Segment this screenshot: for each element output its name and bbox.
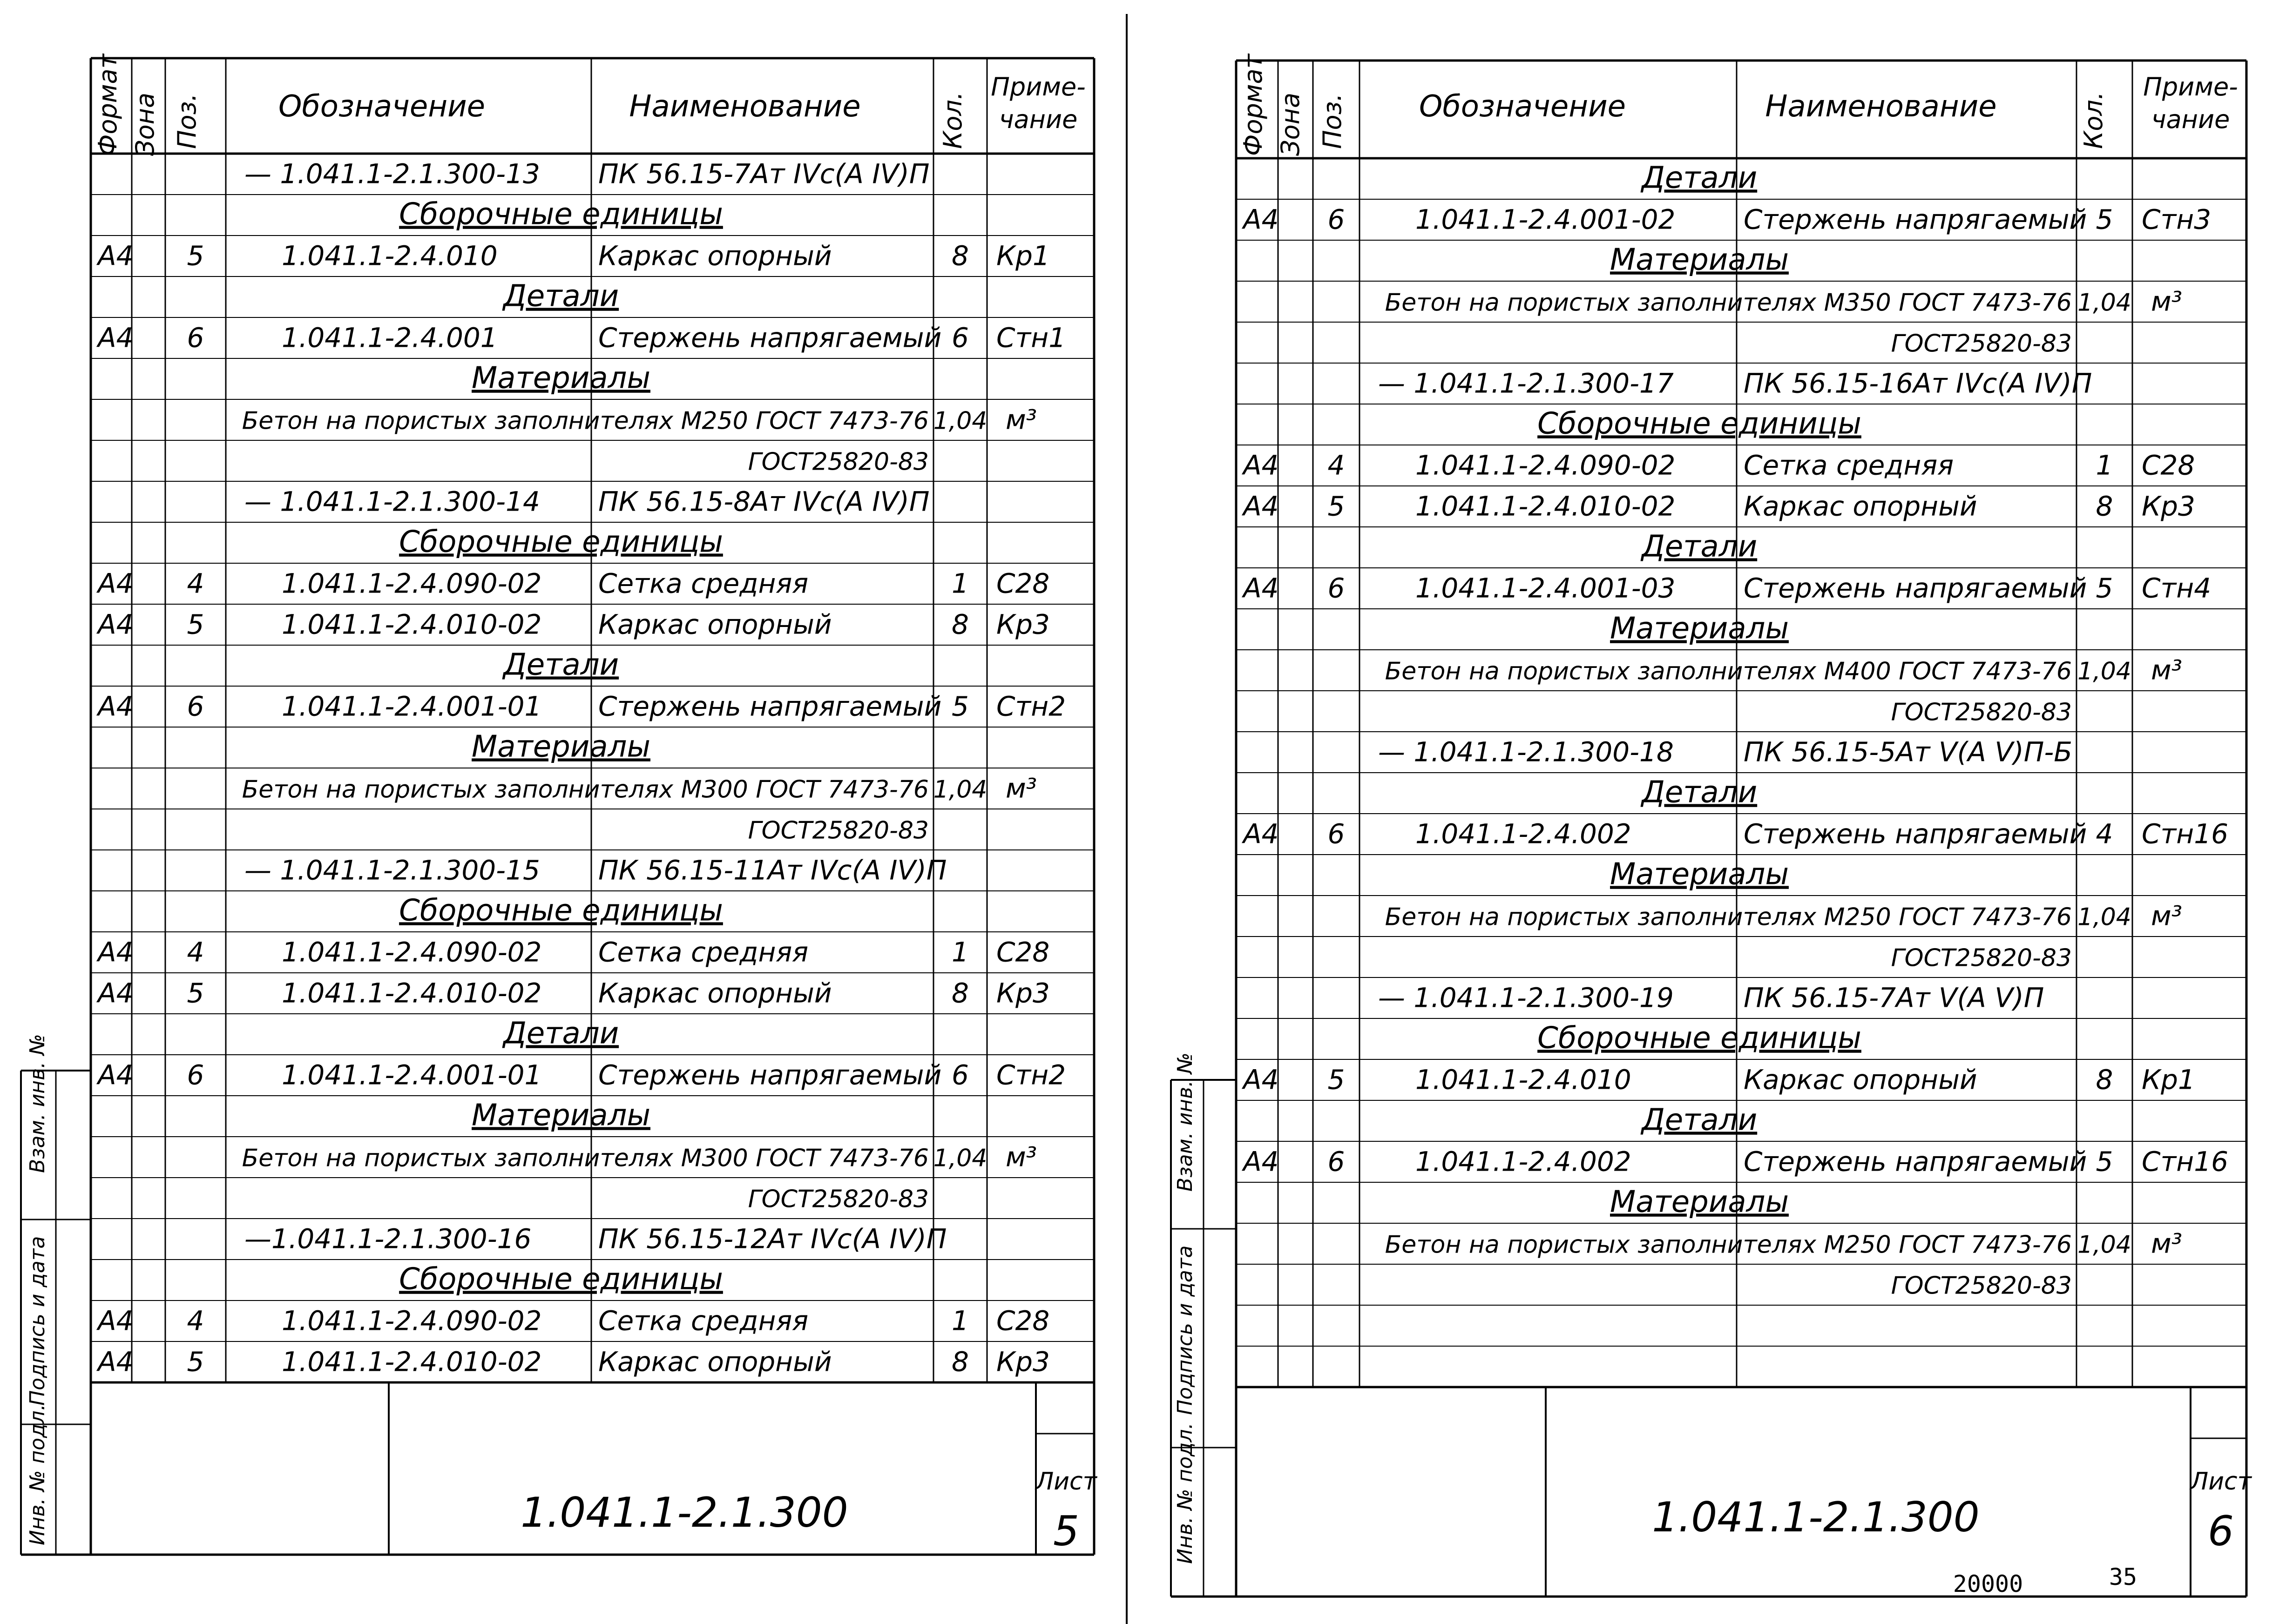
note-cell: м³ [1006, 404, 1037, 436]
material-standard-cell: ГОСТ25820-83 [1891, 944, 2072, 972]
material-cell: Бетон на пористых заполнителях М300 ГОСТ 7473-76 [242, 1144, 929, 1173]
note-cell: С28 [996, 936, 1050, 968]
quantity-cell: 6 [952, 1059, 969, 1091]
name-cell: Каркас опорный [1744, 1064, 1977, 1096]
section-heading: Материалы [472, 1098, 650, 1133]
note-cell: Стн2 [996, 1059, 1066, 1091]
designation-cell: 1.041.1-2.4.001-02 [1415, 203, 1676, 236]
note-cell: Стн3 [2142, 203, 2212, 236]
section-heading: Детали [503, 1016, 619, 1051]
quantity-cell: 1 [2096, 449, 2113, 481]
section-heading: Материалы [1610, 611, 1789, 646]
format-cell: А4 [98, 1059, 134, 1091]
note-cell: Кр1 [996, 240, 1050, 272]
section-heading: Детали [503, 647, 619, 682]
designation-cell: — 1.041.1-2.1.300-15 [244, 854, 540, 886]
name-cell: Стержень напрягаемый [1744, 572, 2087, 604]
note-cell: С28 [996, 567, 1050, 600]
right-sheet-label: Лист [2190, 1468, 2252, 1496]
right-header-designation: Обозначение [1419, 89, 1626, 124]
right-header-note-2: чание [2151, 105, 2230, 134]
designation-cell: 1.041.1-2.4.010 [1415, 1064, 1631, 1096]
name-cell: Каркас опорный [1744, 490, 1977, 522]
name-cell: Стержень напрягаемый [1744, 1146, 2087, 1178]
designation-cell: 1.041.1-2.4.090-02 [282, 1305, 542, 1337]
designation-cell: 1.041.1-2.4.010-02 [1415, 490, 1676, 522]
name-cell: ПК 56.15-7Ат V(А V)П [1744, 982, 2044, 1014]
left-header-note: Приме- [991, 72, 1086, 101]
quantity-cell: 1,04 [933, 407, 987, 435]
left-sheet-number: 5 [1053, 1507, 1079, 1555]
position-cell: 4 [187, 567, 204, 600]
section-heading: Сборочные единицы [399, 197, 723, 232]
left-header-designation: Обозначение [278, 89, 486, 124]
left-header-format: Формат [93, 54, 122, 156]
section-heading: Сборочные единицы [1537, 406, 1861, 441]
left-header-pos: Поз. [172, 93, 202, 149]
section-heading: Материалы [1610, 1185, 1789, 1220]
format-cell: А4 [1243, 203, 1279, 236]
quantity-cell: 1,04 [933, 1144, 987, 1173]
position-cell: 5 [1327, 490, 1345, 522]
name-cell: Каркас опорный [598, 1346, 832, 1378]
right-header-note: Приме- [2143, 72, 2238, 101]
left-header-qty: Кол. [938, 91, 967, 149]
material-cell: Бетон на пористых заполнителях М400 ГОСТ 7473-76 [1385, 657, 2072, 686]
quantity-cell: 1,04 [2077, 1231, 2131, 1259]
designation-cell: 1.041.1-2.4.090-02 [282, 936, 542, 968]
name-cell: ПК 56.15-5Ат V(А V)П-Б [1744, 736, 2073, 768]
designation-cell: — 1.041.1-2.1.300-17 [1378, 367, 1674, 399]
section-heading: Материалы [1610, 243, 1789, 277]
left-doc-code: 1.041.1-2.1.300 [521, 1489, 848, 1536]
format-cell: А4 [98, 936, 134, 968]
right-stamp-podpis: Подпись и дата [1173, 1245, 1197, 1415]
note-cell: Кр3 [996, 1346, 1050, 1378]
designation-cell: 1.041.1-2.4.010-02 [282, 977, 542, 1009]
quantity-cell: 8 [952, 240, 969, 272]
name-cell: Сетка средняя [598, 936, 809, 968]
format-cell: А4 [98, 1346, 134, 1378]
format-cell: А4 [98, 1305, 134, 1337]
quantity-cell: 5 [2096, 1146, 2113, 1178]
designation-cell: 1.041.1-2.4.002 [1415, 818, 1631, 850]
designation-cell: 1.041.1-2.4.001-01 [282, 1059, 542, 1091]
right-stamp-vzam: Взам. инв. № [1173, 1052, 1197, 1192]
section-heading: Детали [1641, 1103, 1758, 1138]
quantity-cell: 8 [952, 608, 969, 640]
name-cell: ПК 56.15-12Ат IVс(А IV)П [598, 1223, 947, 1255]
section-heading: Материалы [472, 729, 650, 764]
position-cell: 6 [187, 322, 204, 354]
section-heading: Сборочные единицы [1537, 1021, 1861, 1056]
name-cell: Каркас опорный [598, 608, 832, 640]
name-cell: Стержень напрягаемый [598, 322, 942, 354]
right-header-format: Формат [1238, 54, 1268, 156]
name-cell: Стержень напрягаемый [598, 1059, 942, 1091]
position-cell: 5 [187, 977, 204, 1009]
name-cell: ПК 56.15-16Ат IVс(А IV)П [1744, 367, 2092, 399]
designation-cell: — 1.041.1-2.1.300-18 [1378, 736, 1674, 768]
format-cell: А4 [98, 240, 134, 272]
material-cell: Бетон на пористых заполнителях М300 ГОСТ 7473-76 [242, 775, 929, 804]
right-header-qty: Кол. [2079, 91, 2108, 149]
quantity-cell: 5 [2096, 572, 2113, 604]
right-stamp-inv: Инв. № подл. [1173, 1422, 1197, 1564]
name-cell: ПК 56.15-7Ат IVс(А IV)П [598, 158, 930, 190]
section-heading: Детали [1641, 775, 1758, 810]
section-heading: Материалы [472, 361, 650, 396]
name-cell: Сетка средняя [598, 1305, 809, 1337]
material-standard-cell: ГОСТ25820-83 [1891, 330, 2072, 358]
designation-cell: 1.041.1-2.4.001 [282, 322, 498, 354]
note-cell: м³ [2151, 285, 2183, 317]
note-cell: Кр1 [2142, 1064, 2195, 1096]
position-cell: 5 [187, 608, 204, 640]
quantity-cell: 1,04 [2077, 903, 2131, 931]
material-cell: Бетон на пористых заполнителях М250 ГОСТ 7473-76 [242, 407, 929, 435]
position-cell: 6 [187, 1059, 204, 1091]
position-cell: 6 [1327, 572, 1345, 604]
section-heading: Сборочные единицы [399, 525, 723, 559]
name-cell: Сетка средняя [1744, 449, 1954, 481]
quantity-cell: 8 [952, 1346, 969, 1378]
note-cell: Стн4 [2142, 572, 2212, 604]
format-cell: А4 [98, 690, 134, 722]
designation-cell: 1.041.1-2.4.010-02 [282, 608, 542, 640]
quantity-cell: 1,04 [2077, 289, 2131, 317]
material-cell: Бетон на пористых заполнителях М250 ГОСТ 7473-76 [1385, 1231, 2072, 1259]
format-cell: А4 [98, 977, 134, 1009]
left-stamp-podpis: Подпись и дата [26, 1236, 49, 1406]
note-cell: Стн2 [996, 690, 1066, 722]
note-cell: Кр3 [2142, 490, 2195, 522]
quantity-cell: 8 [2096, 1064, 2113, 1096]
material-standard-cell: ГОСТ25820-83 [748, 448, 929, 476]
right-doc-code: 1.041.1-2.1.300 [1652, 1493, 1980, 1541]
designation-cell: 1.041.1-2.4.090-02 [282, 567, 542, 600]
section-heading: Детали [503, 279, 619, 314]
quantity-cell: 1,04 [933, 775, 987, 804]
format-cell: А4 [1243, 1064, 1279, 1096]
material-standard-cell: ГОСТ25820-83 [1891, 1272, 2072, 1300]
name-cell: Стержень напрягаемый [1744, 818, 2087, 850]
format-cell: А4 [1243, 449, 1279, 481]
position-cell: 5 [187, 1346, 204, 1378]
position-cell: 6 [187, 690, 204, 722]
note-cell: м³ [1006, 1141, 1037, 1173]
right-header-pos: Поз. [1318, 93, 1347, 149]
designation-cell: 1.041.1-2.4.002 [1415, 1146, 1631, 1178]
note-cell: м³ [2151, 654, 2183, 686]
page-number: 35 [2109, 1563, 2137, 1590]
note-cell: м³ [2151, 1227, 2183, 1260]
position-cell: 4 [1327, 449, 1345, 481]
format-cell: А4 [1243, 1146, 1279, 1178]
section-heading: Материалы [1610, 857, 1789, 892]
right-sheet-number: 6 [2208, 1507, 2234, 1555]
name-cell: Стержень напрягаемый [598, 690, 942, 722]
material-cell: Бетон на пористых заполнителях М250 ГОСТ 7473-76 [1385, 903, 2072, 931]
name-cell: Стержень напрягаемый [1744, 203, 2087, 236]
format-cell: А4 [1243, 490, 1279, 522]
format-cell: А4 [98, 608, 134, 640]
designation-cell: —1.041.1-2.1.300-16 [244, 1223, 532, 1255]
note-cell: Стн16 [2142, 818, 2229, 850]
quantity-cell: 1 [952, 936, 969, 968]
note-cell: Стн1 [996, 322, 1066, 354]
designation-cell: 1.041.1-2.4.090-02 [1415, 449, 1676, 481]
left-stamp-vzam: Взам. инв. № [26, 1034, 49, 1173]
name-cell: Каркас опорный [598, 240, 832, 272]
quantity-cell: 1,04 [2077, 657, 2131, 686]
note-cell: С28 [2142, 449, 2195, 481]
material-standard-cell: ГОСТ25820-83 [748, 1185, 929, 1213]
quantity-cell: 5 [952, 690, 969, 722]
format-cell: А4 [1243, 572, 1279, 604]
material-cell: Бетон на пористых заполнителях М350 ГОСТ 7473-76 [1385, 289, 2072, 317]
right-header-name: Наименование [1765, 89, 1997, 124]
quantity-cell: 1 [952, 1305, 969, 1337]
designation-cell: 1.041.1-2.4.001-03 [1415, 572, 1676, 604]
note-cell: Кр3 [996, 608, 1050, 640]
material-standard-cell: ГОСТ25820-83 [1891, 698, 2072, 727]
section-heading: Детали [1641, 161, 1758, 195]
format-cell: А4 [1243, 818, 1279, 850]
quantity-cell: 8 [952, 977, 969, 1009]
left-header-note-2: чание [999, 105, 1078, 134]
left-stamp-inv: Инв. № подл. [26, 1404, 49, 1545]
position-cell: 5 [187, 240, 204, 272]
designation-cell: 1.041.1-2.4.010 [282, 240, 498, 272]
right-header-zone: Зона [1276, 92, 1305, 156]
left-header-zone: Зона [130, 92, 160, 156]
section-heading: Сборочные единицы [399, 893, 723, 928]
position-cell: 4 [187, 936, 204, 968]
archive-number: 20000 [1953, 1570, 2023, 1597]
position-cell: 5 [1327, 1064, 1345, 1096]
material-standard-cell: ГОСТ25820-83 [748, 816, 929, 845]
quantity-cell: 5 [2096, 203, 2113, 236]
name-cell: ПК 56.15-11Ат IVс(А IV)П [598, 854, 947, 886]
designation-cell: 1.041.1-2.4.010-02 [282, 1346, 542, 1378]
left-sheet [26, 53, 1098, 1555]
format-cell: А4 [98, 567, 134, 600]
position-cell: 6 [1327, 818, 1345, 850]
name-cell: Каркас опорный [598, 977, 832, 1009]
note-cell: Кр3 [996, 977, 1050, 1009]
section-heading: Детали [1641, 529, 1758, 564]
designation-cell: 1.041.1-2.4.001-01 [282, 690, 542, 722]
section-heading: Сборочные единицы [399, 1262, 723, 1297]
position-cell: 6 [1327, 1146, 1345, 1178]
position-cell: 4 [187, 1305, 204, 1337]
note-cell: Стн16 [2142, 1146, 2229, 1178]
name-cell: Сетка средняя [598, 567, 809, 600]
quantity-cell: 4 [2096, 818, 2113, 850]
position-cell: 6 [1327, 203, 1345, 236]
name-cell: ПК 56.15-8Ат IVс(А IV)П [598, 485, 930, 518]
quantity-cell: 6 [952, 322, 969, 354]
left-sheet-label: Лист [1035, 1468, 1097, 1496]
designation-cell: — 1.041.1-2.1.300-13 [244, 158, 540, 190]
note-cell: м³ [2151, 900, 2183, 932]
quantity-cell: 8 [2096, 490, 2113, 522]
left-header-name: Наименование [629, 89, 861, 124]
designation-cell: — 1.041.1-2.1.300-19 [1378, 982, 1674, 1014]
format-cell: А4 [98, 322, 134, 354]
note-cell: С28 [996, 1305, 1050, 1337]
note-cell: м³ [1006, 772, 1037, 804]
designation-cell: — 1.041.1-2.1.300-14 [244, 485, 540, 518]
quantity-cell: 1 [952, 567, 969, 600]
